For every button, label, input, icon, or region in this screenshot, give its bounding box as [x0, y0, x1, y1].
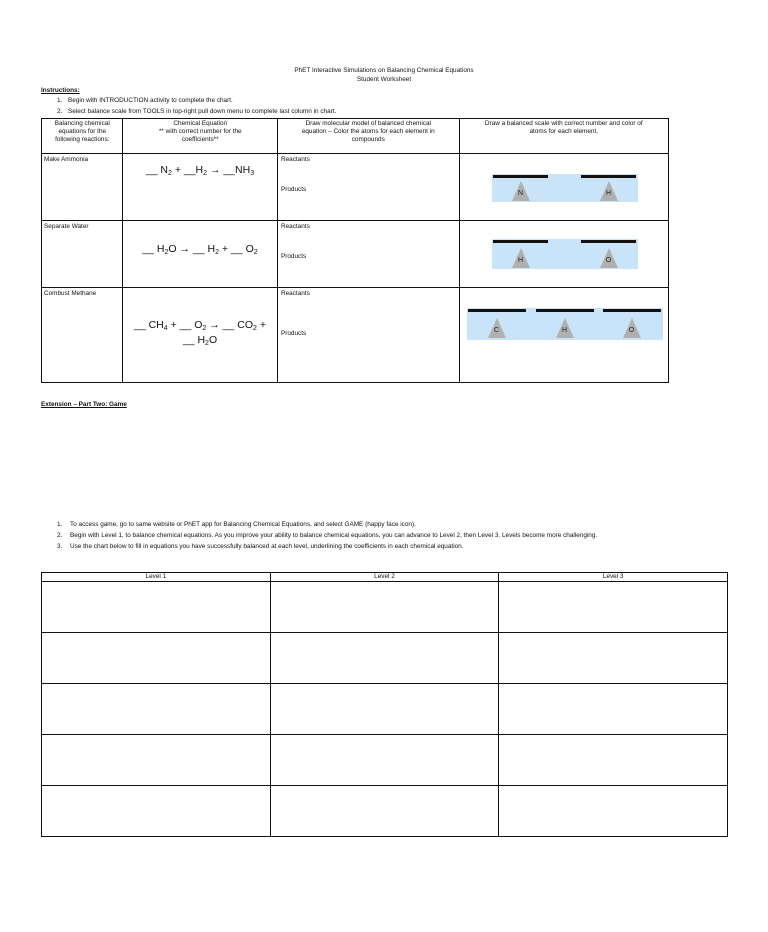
- level-cell[interactable]: [270, 735, 499, 786]
- level-cell[interactable]: [42, 684, 271, 735]
- header-line: Balancing chemical: [54, 120, 110, 127]
- reactants-label: Reactants: [280, 223, 310, 230]
- balance-beam: [581, 240, 636, 243]
- equation-cell: [123, 288, 278, 383]
- header-line: coefficients**: [181, 136, 219, 143]
- level-cell[interactable]: [499, 735, 728, 786]
- atom-label: C: [493, 327, 500, 334]
- header-line: Draw a balanced scale with correct number and color of: [484, 120, 643, 127]
- instruction-number-1: 1.: [57, 97, 63, 104]
- methane-equation-line-2: __ $H_2O$: [182, 334, 218, 347]
- balance-beam: [493, 175, 548, 178]
- reactants-label: Reactants: [280, 290, 310, 297]
- extension-number-1: 1.: [57, 521, 63, 528]
- products-label: Products: [280, 253, 307, 260]
- atom-label: H: [605, 190, 612, 197]
- level-cell[interactable]: [42, 582, 271, 633]
- molecular-model-cell[interactable]: [277, 288, 459, 383]
- header-balanced-scale: [459, 119, 668, 154]
- reaction-label: Combust Methane: [44, 290, 97, 297]
- instruction-item-2: Select balance scale from TOOLS in top-right pull down menu to complete last column in chart.: [68, 108, 337, 115]
- balancing-chart: [41, 118, 669, 383]
- products-label: Products: [280, 330, 307, 337]
- reactants-label: Reactants: [280, 156, 310, 163]
- worksheet-title: PhET Interactive Simulations on Balancing Chemical Equations: [294, 67, 474, 74]
- molecular-model-cell[interactable]: [277, 221, 459, 288]
- header-line: equations for the: [58, 128, 107, 135]
- instruction-number-2: 2.: [57, 108, 63, 115]
- level-cell[interactable]: [270, 582, 499, 633]
- scale-cell[interactable]: [459, 154, 668, 221]
- balance-beam: [468, 309, 526, 312]
- header-line: Chemical Equation: [173, 120, 228, 127]
- header-line: compounds: [351, 136, 385, 143]
- header-reactions: [42, 119, 123, 154]
- reaction-label: Separate Water: [44, 223, 89, 230]
- level-cell[interactable]: [42, 633, 271, 684]
- water-equation: __ $H_2O$ → __ $H_2$ + __ $O_2$: [142, 243, 258, 256]
- level-cell[interactable]: [499, 786, 728, 837]
- balance-beam: [493, 240, 548, 243]
- reaction-label: Make Ammonia: [44, 156, 89, 163]
- level-1-header: Level 1: [42, 573, 271, 582]
- equation-cell: [123, 221, 278, 288]
- extension-number-3: 3.: [57, 543, 63, 550]
- reaction-cell: [42, 288, 123, 383]
- equation-cell: [123, 154, 278, 221]
- atom-label: H: [517, 257, 524, 264]
- reaction-cell: [42, 221, 123, 288]
- header-molecular-model: [277, 119, 459, 154]
- header-line: Draw molecular model of balanced chemical: [305, 120, 431, 127]
- balance-beam: [581, 175, 636, 178]
- scale-cell[interactable]: [459, 288, 668, 383]
- products-label: Products: [280, 186, 307, 193]
- level-cell[interactable]: [499, 582, 728, 633]
- header-line: atoms for each element.: [529, 128, 599, 135]
- reaction-cell: [42, 154, 123, 221]
- instructions-heading: Instructions:: [41, 87, 80, 94]
- levels-chart: [41, 572, 728, 837]
- header-line: ** with correct number for the: [158, 128, 242, 135]
- worksheet-subtitle: Student Worksheet: [356, 76, 412, 83]
- molecular-model-cell[interactable]: [277, 154, 459, 221]
- ammonia-equation: __ $N_2$ + $\_\_H_2$ → $\_\_NH_3$: [145, 164, 255, 177]
- extension-item-1: To access game, go to same website or PhET app for Balancing Chemical Equations, and select GAME (happy face icon).: [70, 521, 416, 528]
- header-line: equation – Color the atoms for each element in: [301, 128, 435, 135]
- methane-equation-line-1: __ $CH_4$ + __ $O_2$ → __ $CO_2$ +: [134, 319, 266, 332]
- atom-label: O: [605, 257, 612, 264]
- extension-item-3: Use the chart below to fill in equations you have successfully balanced at each level, underlining the coefficients in each chemical equation.: [70, 543, 464, 550]
- level-cell[interactable]: [270, 633, 499, 684]
- atom-label: H: [561, 327, 568, 334]
- level-2-header: Level 2: [270, 573, 499, 582]
- header-equation: [123, 119, 278, 154]
- balance-beam: [536, 309, 594, 312]
- level-cell[interactable]: [42, 735, 271, 786]
- atom-label: N: [517, 190, 524, 197]
- instruction-item-1: Begin with INTRODUCTION activity to complete the chart.: [68, 97, 233, 104]
- atom-label: O: [628, 327, 635, 334]
- extension-number-2: 2.: [57, 532, 63, 539]
- scale-cell[interactable]: [459, 221, 668, 288]
- level-cell[interactable]: [499, 633, 728, 684]
- balance-beam: [603, 309, 661, 312]
- level-cell[interactable]: [499, 684, 728, 735]
- extension-item-2: Begin with Level 1, to balance chemical equations. As you improve your ability to balance chemical equations, you can advance to Level 2, then Level 3. Levels become more challenging.: [70, 532, 598, 539]
- extension-heading: Extension – Part Two: Game: [41, 401, 127, 408]
- level-cell[interactable]: [42, 786, 271, 837]
- header-line: following reactions:: [55, 136, 110, 143]
- level-3-header: Level 3: [499, 573, 728, 582]
- level-cell[interactable]: [270, 684, 499, 735]
- level-cell[interactable]: [270, 786, 499, 837]
